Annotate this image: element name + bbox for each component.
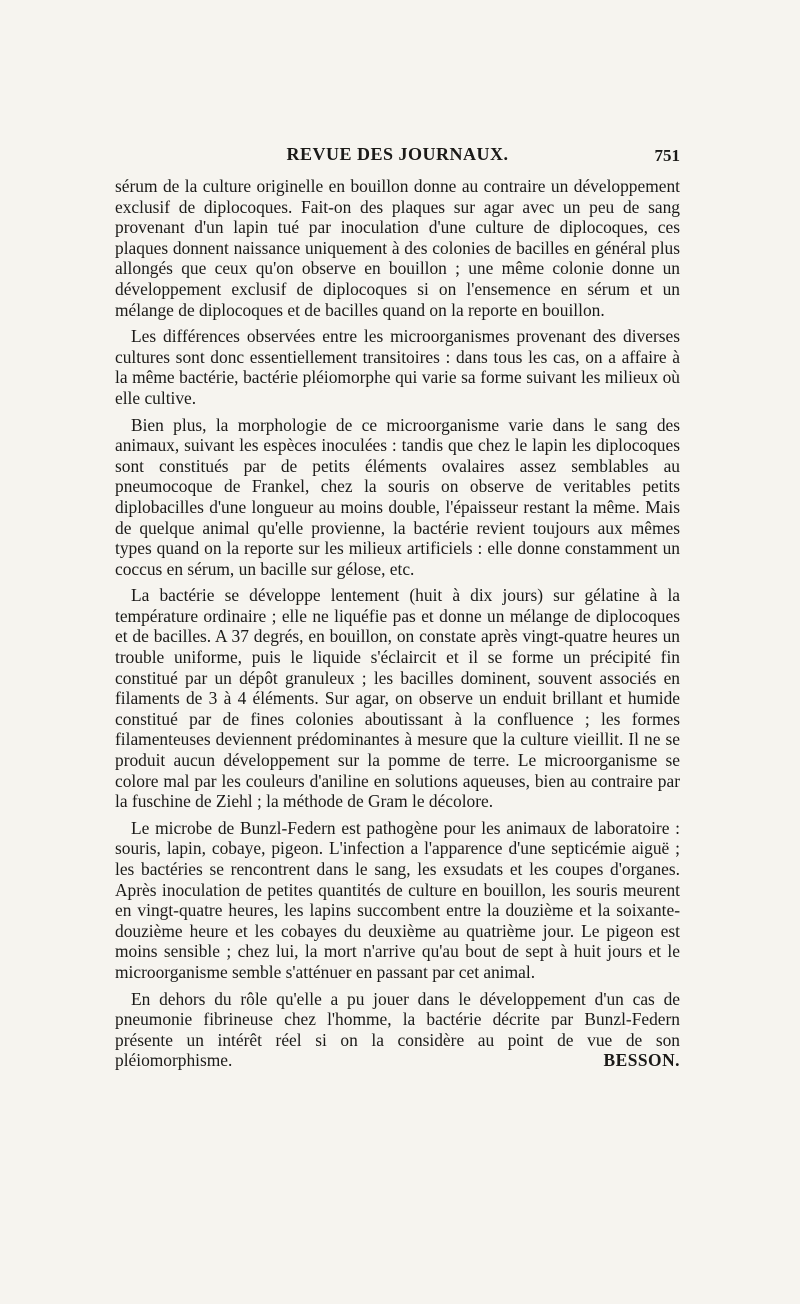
paragraph: sérum de la culture originelle en bouillon donne au contraire un développement exclusif de diplocoques. Fait-on des plaques sur agar avec un peu de sang provenant d'un lapin tué par inoculation d'une culture de diplocoques, ces plaques donnent naissance uniquement à des colonies de bacilles en général plus allongés que ceux qu'on observe en bouillon ; une même colonie donne un développement exclusif de diplocoques si on l'ensemence en sérum et un mélange de diplocoques et de bacilles quand on la reporte en bouillon. [115,176,680,320]
paragraph: Le microbe de Bunzl-Federn est pathogène pour les animaux de laboratoire : souris, lapin, cobaye, pigeon. L'infection a l'apparence d'une septicémie aiguë ; les bactéries se rencontrent dans le sang, les exsudats et les coupes d'organes. Après inoculation de petites quantités de culture en bouillon, les souris meurent en vingt-quatre heures, les lapins succombent entre la douzième et la soixante-douzième heure et les cobayes du deuxième au quatrième jour. Le pigeon est moins sensible ; chez lui, la mort n'arrive qu'au bout de sept à huit jours et le microorganisme semble s'atténuer en passant par cet animal. [115,817,680,982]
running-title: REVUE DES JOURNAUX. [286,144,509,164]
last-paragraph [115,989,680,1071]
paragraph: Bien plus, la morphologie de ce microorganisme varie dans le sang des animaux, suivant les espèces inoculées : tandis que chez le lapin les diplocoques sont constitués par de petits éléments ovalaires assez semblables au pneumocoque de Frankel, chez la souris on observe de veritables petits diplobacilles d'une longueur au moins double, l'épaisseur restant la même. Mais de quelque animal qu'elle provienne, la bactérie revient toujours aux mêmes types quand on la reporte sur les milieux artificiels : elle donne constamment un coccus en sérum, un bacille sur gélose, etc. [115,414,680,579]
paragraph: Les différences observées entre les microorganismes provenant des diverses cultures sont donc essentiellement transitoires : dans tous les cas, on a affaire à la même bactérie, bactérie pléiomorphe qui varie sa forme suivant les milieux où elle cultive. [115,326,680,408]
author-signature: BESSON. [603,1050,680,1071]
page-number: 751 [654,146,680,165]
paragraph: La bactérie se développe lentement (huit à dix jours) sur gélatine à la température ordinaire ; elle ne liquéfie pas et donne un mélange de diplocoques et de bacilles. A 37 degrés, en bouillon, on constate après vingt-quatre heures un trouble uniforme, puis le liquide s'éclaircit et il se forme un précipité fin constitué par un dépôt granuleux ; les bacilles dominent, souvent associés en filaments de 3 à 4 éléments. Sur agar, on observe un enduit brillant et humide constitué par de fines colonies aboutissant à la confluence ; les formes filamenteuses deviennent prédominantes à mesure que la culture vieillit. Il ne se produit aucun développement sur la pomme de terre. Le microorganisme se colore mal par les couleurs d'aniline en solutions aqueuses, bien au contraire par la fuschine de Ziehl ; la méthode de Gram le décolore. [115,585,680,812]
paragraph-text: En dehors du rôle qu'elle a pu jouer dans le développement d'un cas de pneumonie fibrineuse chez l'homme, la bactérie décrite par Bunzl-Federn présente un intérêt réel si on la considère au point de vue de son pléiomorphisme. [115,988,680,1071]
article-body [115,176,680,1077]
page-header [115,140,680,170]
